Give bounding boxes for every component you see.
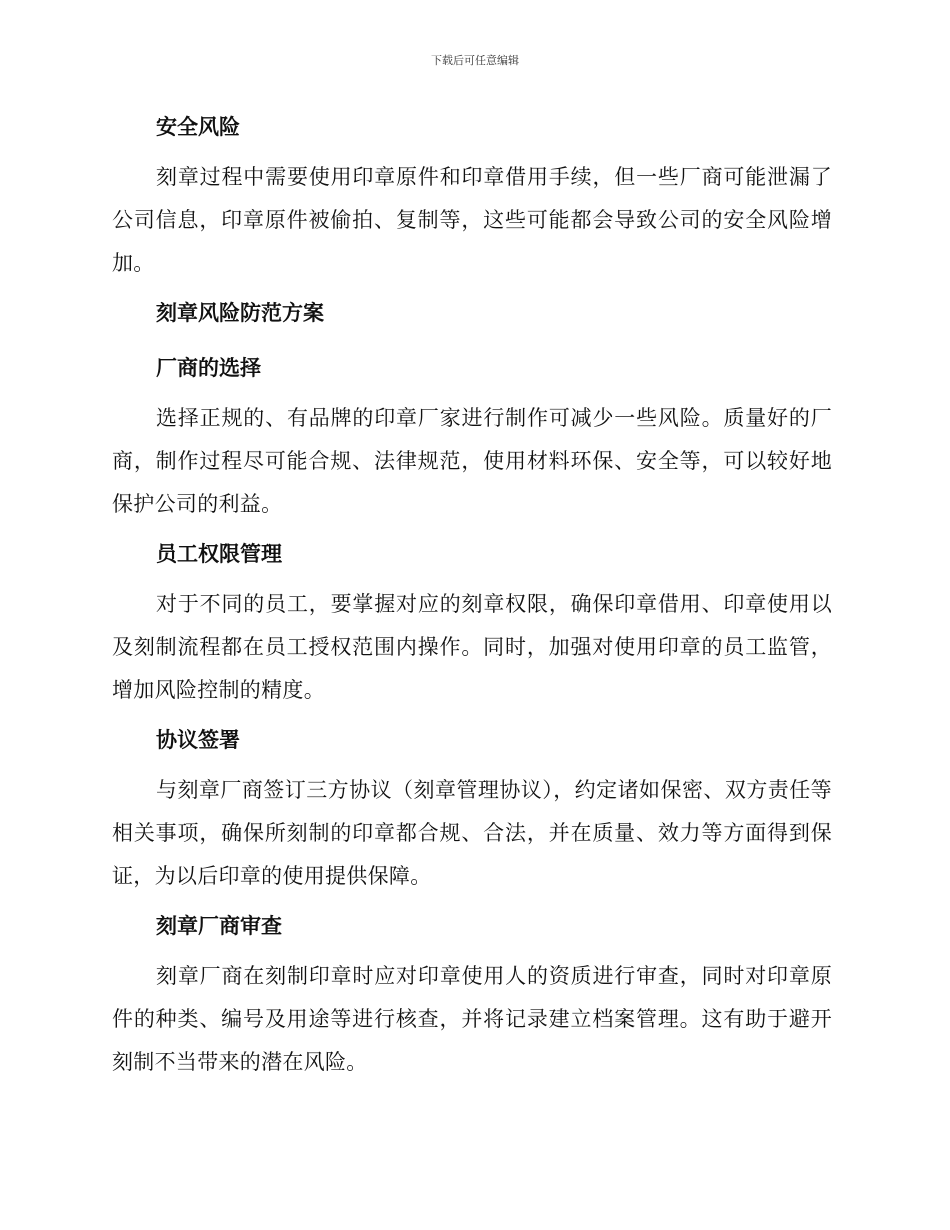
page-header: 下载后可任意编辑 [431, 54, 519, 67]
section-body-employee-permissions: 对于不同的员工，要掌握对应的刻章权限，确保印章借用、印章使用以及刻制流程都在员工授权范围内操作。同时，加强对使用印章的员工监管，增加风险控制的精度。 [112, 592, 832, 702]
section-heading-agreement-signing: 协议签署 [156, 727, 240, 752]
section-heading-prevention-plan: 刻章风险防范方案 [156, 300, 324, 325]
section-body-security-risk: 刻章过程中需要使用印章原件和印章借用手续，但一些厂商可能泄漏了公司信息，印章原件被偷拍、复制等，这些可能都会导致公司的安全风险增加。 [112, 165, 832, 275]
section-heading-vendor-review: 刻章厂商审查 [156, 913, 282, 938]
section-heading-employee-permissions: 员工权限管理 [156, 541, 282, 566]
section-body-vendor-review: 刻章厂商在刻制印章时应对印章使用人的资质进行审查，同时对印章原件的种类、编号及用途等进行核查，并将记录建立档案管理。这有助于避开刻制不当带来的潜在风险。 [112, 964, 832, 1074]
section-body-vendor-selection: 选择正规的、有品牌的印章厂家进行制作可减少一些风险。质量好的厂商，制作过程尽可能合规、法律规范，使用材料环保、安全等，可以较好地保护公司的利益。 [112, 406, 832, 516]
section-heading-security-risk: 安全风险 [156, 114, 240, 139]
section-body-agreement-signing: 与刻章厂商签订三方协议（刻章管理协议），约定诸如保密、双方责任等相关事项，确保所刻制的印章都合规、合法，并在质量、效力等方面得到保证，为以后印章的使用提供保障。 [112, 778, 832, 888]
section-heading-vendor-selection: 厂商的选择 [156, 355, 261, 380]
document-body [112, 108, 832, 1084]
